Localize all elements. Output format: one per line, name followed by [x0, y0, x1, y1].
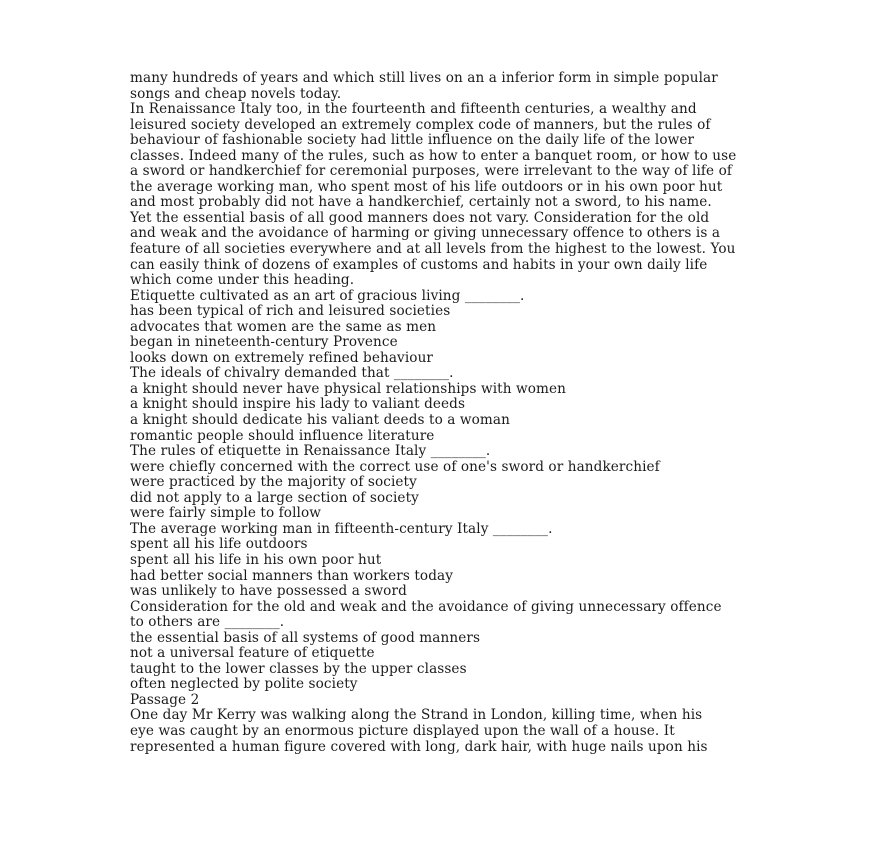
text-line: and most probably did not have a handkerchief, certainly not a sword, to his name. [130, 194, 712, 211]
option-line: has been typical of rich and leisured societies [130, 303, 451, 320]
text-line: One day Mr Kerry was walking along the Strand in London, killing time, when his [130, 707, 703, 724]
text-line: feature of all societies everywhere and at all levels from the highest to the lowest. You [130, 241, 736, 258]
question-line: Etiquette cultivated as an art of gracious living ________. [130, 287, 525, 304]
option-line: were chiefly concerned with the correct use of one's sword or handkerchief [130, 458, 660, 475]
text-line: classes. Indeed many of the rules, such as how to enter a banquet room, or how to use [130, 147, 737, 164]
option-line: spent all his life outdoors [130, 536, 308, 553]
text-line: represented a human figure covered with long, dark hair, with huge nails upon his [130, 738, 708, 755]
text-body [130, 71, 748, 755]
text-line: In Renaissance Italy too, in the fourteenth and fifteenth centuries, a wealthy and [130, 101, 697, 118]
text-line: a sword or handkerchief for ceremonial purposes, were irrelevant to the way of life of [130, 163, 733, 180]
option-line: often neglected by polite society [130, 676, 358, 693]
text-line: eye was caught by an enormous picture displayed upon the wall of a house. It [130, 722, 675, 739]
text-line: behaviour of fashionable society had little influence on the daily life of the lower [130, 132, 695, 149]
text-line: the average working man, who spent most of his life outdoors or in his own poor hut [130, 178, 723, 195]
option-line: not a universal feature of etiquette [130, 645, 375, 662]
option-line: was unlikely to have possessed a sword [130, 583, 407, 600]
option-line: began in nineteenth-century Provence [130, 334, 398, 351]
option-line: taught to the lower classes by the upper classes [130, 660, 467, 677]
option-line: a knight should inspire his lady to valiant deeds [130, 396, 466, 413]
option-line: were practiced by the majority of society [130, 474, 417, 491]
option-line: the essential basis of all systems of good manners [130, 629, 481, 646]
question-line: The average working man in fifteenth-century Italy ________. [130, 520, 553, 537]
passage-heading: Passage 2 [130, 691, 200, 708]
option-line: a knight should dedicate his valiant deeds to a woman [130, 412, 510, 429]
question-line: The ideals of chivalry demanded that ________. [130, 365, 454, 382]
option-line: looks down on extremely refined behaviour [130, 349, 434, 366]
option-line: were fairly simple to follow [130, 505, 322, 522]
text-line: songs and cheap novels today. [130, 85, 342, 102]
text-line: leisured society developed an extremely complex code of manners, but the rules of [130, 116, 711, 133]
question-line: to others are ________. [130, 614, 285, 631]
text-line: which come under this heading. [130, 272, 355, 289]
text-line: can easily think of dozens of examples of customs and habits in your own daily life [130, 256, 708, 273]
text-line: Yet the essential basis of all good manners does not vary. Consideration for the old [130, 209, 710, 226]
question-line: The rules of etiquette in Renaissance Italy ________. [130, 443, 491, 460]
option-line: did not apply to a large section of society [130, 489, 419, 506]
option-line: romantic people should influence literature [130, 427, 435, 444]
option-line: advocates that women are the same as men [130, 318, 437, 335]
text-line: and weak and the avoidance of harming or giving unnecessary offence to others is a [130, 225, 721, 242]
text-line: many hundreds of years and which still lives on an a inferior form in simple popular [130, 70, 718, 86]
question-line: Consideration for the old and weak and the avoidance of giving unnecessary offence [130, 598, 722, 615]
option-line: had better social manners than workers today [130, 567, 453, 584]
option-line: a knight should never have physical relationships with women [130, 380, 566, 397]
option-line: spent all his life in his own poor hut [130, 551, 382, 568]
